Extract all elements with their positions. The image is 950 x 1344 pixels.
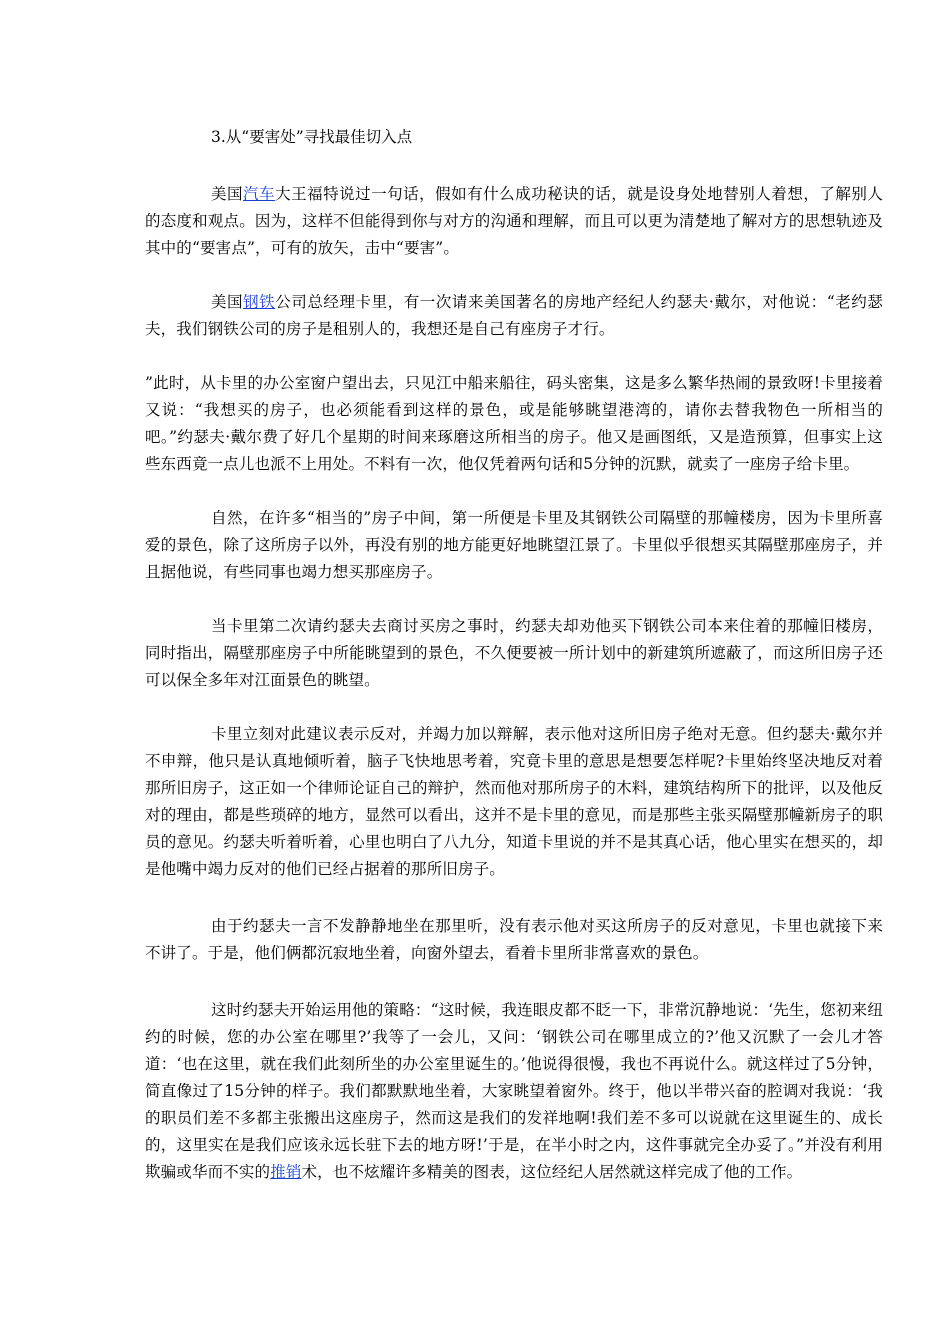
paragraph-second-meeting: 当卡里第二次请约瑟夫去商讨买房之事时，约瑟夫却劝他买下钢铁公司本来住着的那幢旧楼房，同时指出，隔壁那座房子中所能眺望到的景色，不久便要被一所计划中的新建筑所遮蔽了，而这所旧房子还可以保全多年对江面景色的眺望。 [145, 617, 883, 689]
paragraph-strategy [145, 997, 883, 1186]
paragraph-text: 美国 [211, 185, 244, 203]
link-automobile[interactable]: 汽车 [243, 185, 276, 203]
link-steel[interactable]: 钢铁 [243, 293, 276, 311]
paragraph-ford [145, 181, 883, 262]
document-body [145, 124, 883, 1213]
paragraph-text: 这时约瑟夫开始运用他的策略：“这时候，我连眼皮都不眨一下，非常沉静地说：‘先生，您初来纽约的时候，您的办公室在哪里?’我等了一会儿，又问：‘钢铁公司在哪里成立的?’他又沉默了一会儿才答道：‘也在这里，就在我们此刻所坐的办公室里诞生的。’他说得很慢，我也不再说什么。就这样过了5分钟，简直像过了15分钟的样子。我们都默默地坐着，大家眺望着窗外。终于，他以半带兴奋的腔调对我说：‘我的职员们差不多都主张搬出这座房子，然而这是我们的发祥地啊!我们差不多可以说就在这里诞生的、成长的，这里实在是我们应该永远长驻下去的地方呀!’于是，在半小时之内，这件事就完全办妥了。”并没有利用欺骗或华而不实的 [145, 1001, 883, 1181]
paragraph-neighbor-building: 自然，在许多“相当的”房子中间，第一所便是卡里及其钢铁公司隔壁的那幢楼房，因为卡里所喜爱的景色，除了这所房子以外，再没有别的地方能更好地眺望江景了。卡里似乎很想买其隔壁那座房子，并且据他说，有些同事也竭力想买那座房子。 [145, 509, 883, 581]
paragraph-text: 术，也不炫耀许多精美的图表，这位经纪人居然就这样完成了他的工作。 [301, 1163, 803, 1181]
paragraph-text: 公司总经理卡里，有一次请来美国著名的房地产经纪人约瑟夫·戴尔，对他说：“老约瑟夫，我们钢铁公司的房子是租别人的，我想还是自己有座房子才行。 [145, 293, 883, 338]
paragraph-objection: 卡里立刻对此建议表示反对，并竭力加以辩解，表示他对这所旧房子绝对无意。但约瑟夫·戴尔并不申辩，他只是认真地倾听着，脑子飞快地思考着，究竟卡里的意思是想要怎样呢?卡里始终坚决地反对着那所旧房子，这正如一个律师论证自己的辩护，然而他对那所房子的木料，建筑结构所下的批评，以及他反对的理由，都是些琐碎的地方，显然可以看出，这并不是卡里的意见，而是那些主张买隔壁那幢新房子的职员的意见。约瑟夫听着听着，心里也明白了八九分，知道卡里说的并不是其真心话，他心里实在想买的，却是他嘴中竭力反对的他们已经占据着的那所旧房子。 [145, 725, 883, 878]
paragraph-silence: 由于约瑟夫一言不发静静地坐在那里听，没有表示他对买这所房子的反对意见，卡里也就接下来不讲了。于是，他们俩都沉寂地坐着，向窗外望去，看着卡里所非常喜欢的景色。 [145, 917, 883, 962]
paragraph-text: 美国 [211, 293, 244, 311]
paragraph-text: 大王福特说过一句话，假如有什么成功秘诀的话，就是设身处地替别人着想，了解别人的态度和观点。因为，这样不但能得到你与对方的沟通和理解，而且可以更为清楚地了解对方的思想轨迹及其中的“要害点”，可有的放矢，击中“要害”。 [145, 185, 884, 257]
paragraph-window-view: ”此时，从卡里的办公室窗户望出去，只见江中船来船往，码头密集，这是多么繁华热闹的景致呀!卡里接着又说：“我想买的房子，也必须能看到这样的景色，或是能够眺望港湾的，请你去替我物色一所相当的吧。”约瑟夫·戴尔费了好几个星期的时间来琢磨这所相当的房子。他又是画图纸，又是造预算，但事实上这些东西竟一点儿也派不上用处。不料有一次，他仅凭着两句话和5分钟的沉默，就卖了一座房子给卡里。 [145, 374, 883, 473]
section-heading: 3.从“要害处”寻找最佳切入点 [211, 128, 413, 146]
link-sales[interactable]: 推销 [270, 1163, 302, 1181]
paragraph-steel-company [145, 289, 883, 343]
